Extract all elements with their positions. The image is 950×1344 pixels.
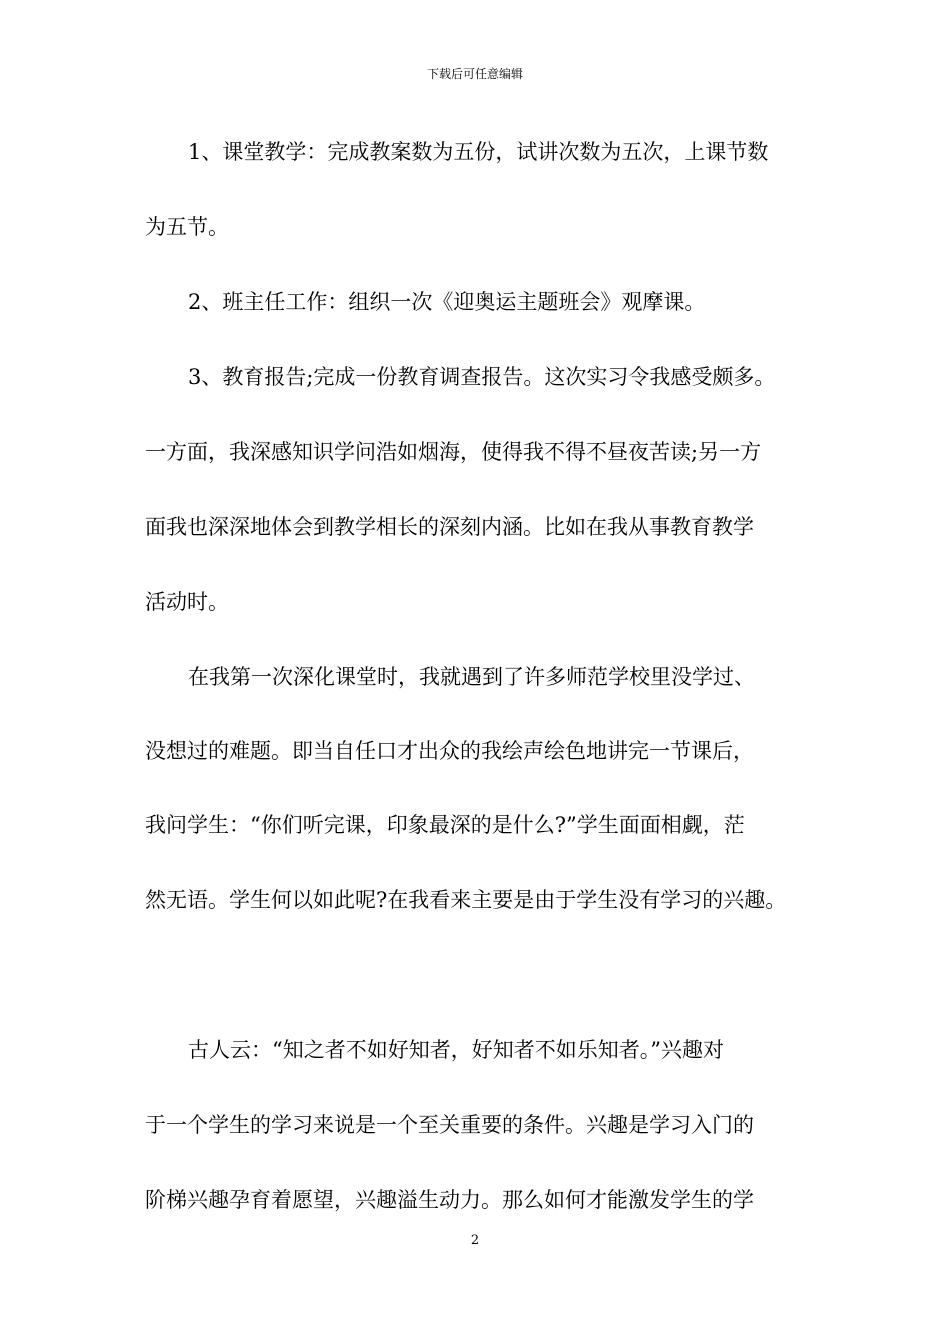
text-line: 在我第一次深化课堂时，我就遇到了许多师范学校里没学过、 [188, 665, 755, 689]
text-line: 然无语。学生何以如此呢?在我看来主要是由于学生没有学习的兴趣。 [145, 888, 787, 912]
text-line: 2、班主任工作：组织一次《迎奥运主题班会》观摩课。 [188, 290, 706, 314]
text-line: 我问学生：“你们听完课，印象最深的是什么?”学生面面相觑，茫 [145, 813, 745, 837]
text-line: 没想过的难题。即当自任口才出众的我绘声绘色地讲完一节课后， [145, 739, 754, 763]
text-line: 一方面，我深感知识学问浩如烟海，使得我不得不昼夜苦读;另一方 [145, 440, 762, 464]
text-line: 3、教育报告;完成一份教育调查报告。这次实习令我感受颇多。 [188, 365, 776, 389]
text-line: 1、课堂教学：完成教案数为五份，试讲次数为五次，上课节数 [188, 140, 769, 164]
text-line: 为五节。 [145, 215, 229, 239]
text-line: 活动时。 [145, 590, 229, 614]
text-line: 于一个学生的学习来说是一个至关重要的条件。兴趣是学习入门的 [145, 1113, 754, 1137]
page-number: 2 [470, 1233, 480, 1248]
page-header: 下载后可任意编辑 [426, 67, 523, 81]
text-line: 面我也深深地体会到教学相长的深刻内涵。比如在我从事教育教学 [145, 515, 754, 539]
text-line: 阶梯兴趣孕育着愿望，兴趣溢生动力。那么如何才能激发学生的学 [145, 1188, 754, 1212]
text-line: 古人云：“知之者不如好知者，好知者不如乐知者。”兴趣对 [188, 1038, 724, 1062]
